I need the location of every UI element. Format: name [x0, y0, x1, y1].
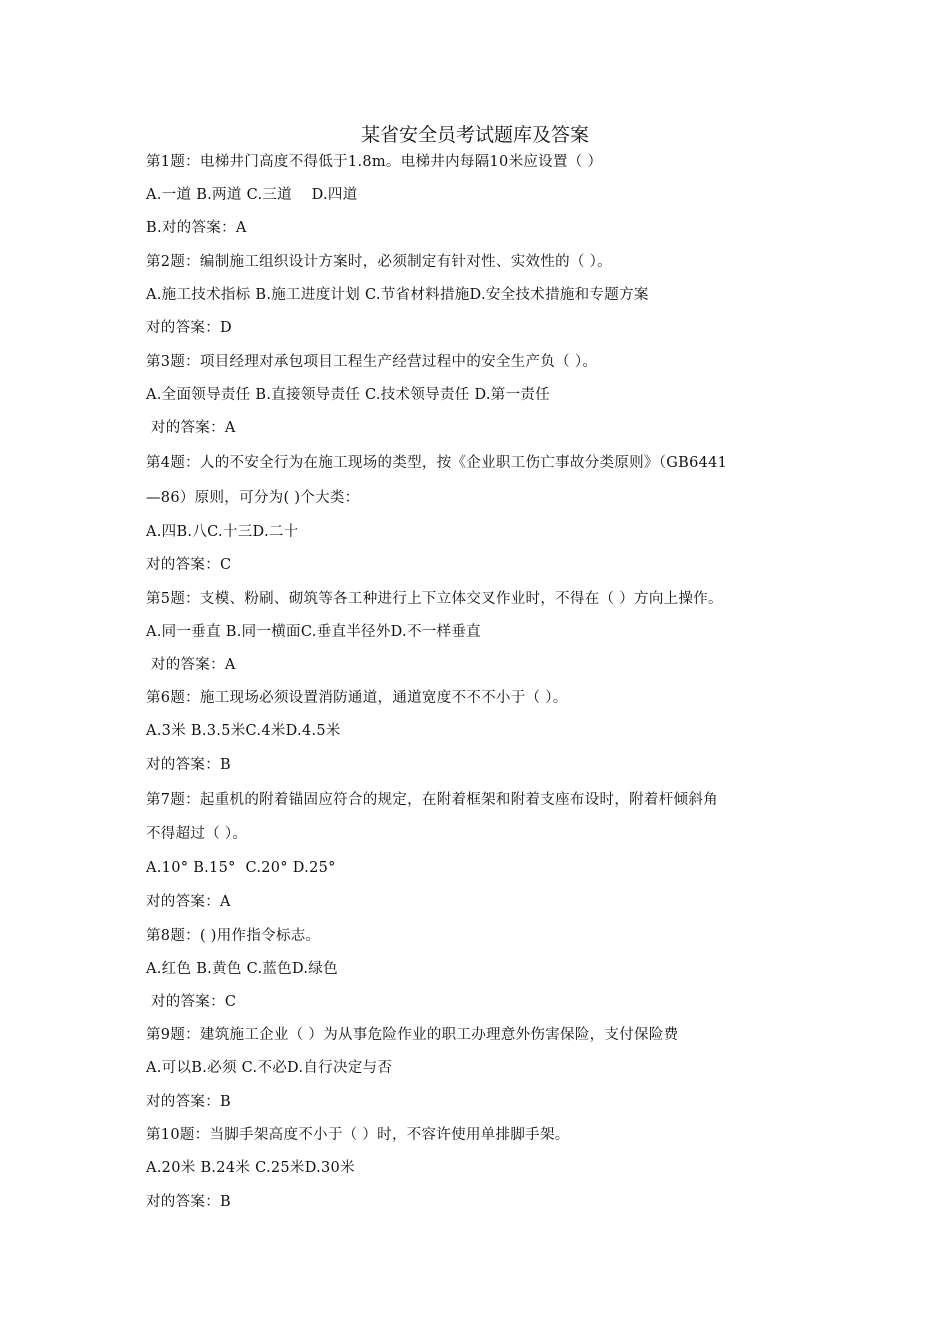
- question-6-text: 第6题：施工现场必须设置消防通道，通道宽度不不不小于（ ）。: [146, 690, 568, 706]
- question-7-text: 第7题：起重机的附着锚固应符合的规定，在附着框架和附着支座布设时，附着杆倾斜角: [146, 792, 718, 808]
- question-5-options: A.同一垂直 B.同一横面C.垂直半径外D.不一样垂直: [146, 624, 481, 640]
- question-3-options: A.全面领导责任 B.直接领导责任 C.技术领导责任 D.第一责任: [146, 387, 550, 403]
- question-9-answer: 对的答案：B: [146, 1094, 231, 1110]
- question-2-options: A.施工技术指标 B.施工进度计划 C.节省材料措施D.安全技术措施和专题方案: [146, 287, 649, 303]
- question-10-options: A.20米 B.24米 C.25米D.30米: [146, 1160, 355, 1176]
- question-8-options: A.红色 B.黄色 C.蓝色D.绿色: [146, 961, 338, 977]
- question-1-options: A.一道 B.两道 C.三道 D.四道: [146, 187, 358, 203]
- question-10-text: 第10题：当脚手架高度不小于（ ）时，不容许使用单排脚手架。: [146, 1127, 570, 1143]
- question-4-options: A.四B.八C.十三D.二十: [146, 524, 299, 540]
- question-7-options: A.10° B.15° C.20° D.25°: [146, 860, 336, 876]
- question-2-answer: 对的答案：D: [146, 320, 232, 336]
- question-6-options: A.3米 B.3.5米C.4米D.4.5米: [146, 723, 341, 739]
- question-8-answer: 对的答案：C: [146, 994, 237, 1010]
- question-6-answer: 对的答案：B: [146, 757, 231, 773]
- question-4-answer: 对的答案：C: [146, 557, 232, 573]
- question-7-answer: 对的答案：A: [146, 894, 231, 910]
- question-3-text: 第3题：项目经理对承包项目工程生产经营过程中的安全生产负（ ）。: [146, 354, 598, 370]
- document-title: 某省安全员考试题库及答案: [360, 124, 589, 146]
- question-1-answer: B.对的答案：A: [146, 220, 247, 236]
- question-3-answer: 对的答案：A: [146, 420, 236, 436]
- question-5-answer: 对的答案：A: [146, 657, 236, 673]
- question-2-text: 第2题：编制施工组织设计方案时，必须制定有针对性、实效性的（ ）。: [146, 254, 612, 270]
- question-10-answer: 对的答案：B: [146, 1194, 231, 1210]
- question-1-text: 第1题：电梯井门高度不得低于1.8m。电梯井内每隔10米应设置（ ）: [146, 154, 603, 170]
- question-9-options: A.可以B.必须 C.不必D.自行决定与否: [146, 1060, 393, 1076]
- question-9-text: 第9题：建筑施工企业（ ）为从事危险作业的职工办理意外伤害保险，支付保险费: [146, 1027, 679, 1043]
- question-5-text: 第5题：支模、粉刷、砌筑等各工种进行上下立体交叉作业时，不得在（ ）方向上操作。: [146, 591, 723, 607]
- question-4-text-continued: —86）原则，可分为( )个大类：: [146, 490, 360, 506]
- question-8-text: 第8题：( )用作指令标志。: [146, 928, 321, 944]
- question-7-text-continued: 不得超过（ ）。: [146, 826, 248, 842]
- question-4-text: 第4题：人的不安全行为在施工现场的类型，按《企业职工伤亡事故分类原则》（GB6441: [146, 455, 728, 471]
